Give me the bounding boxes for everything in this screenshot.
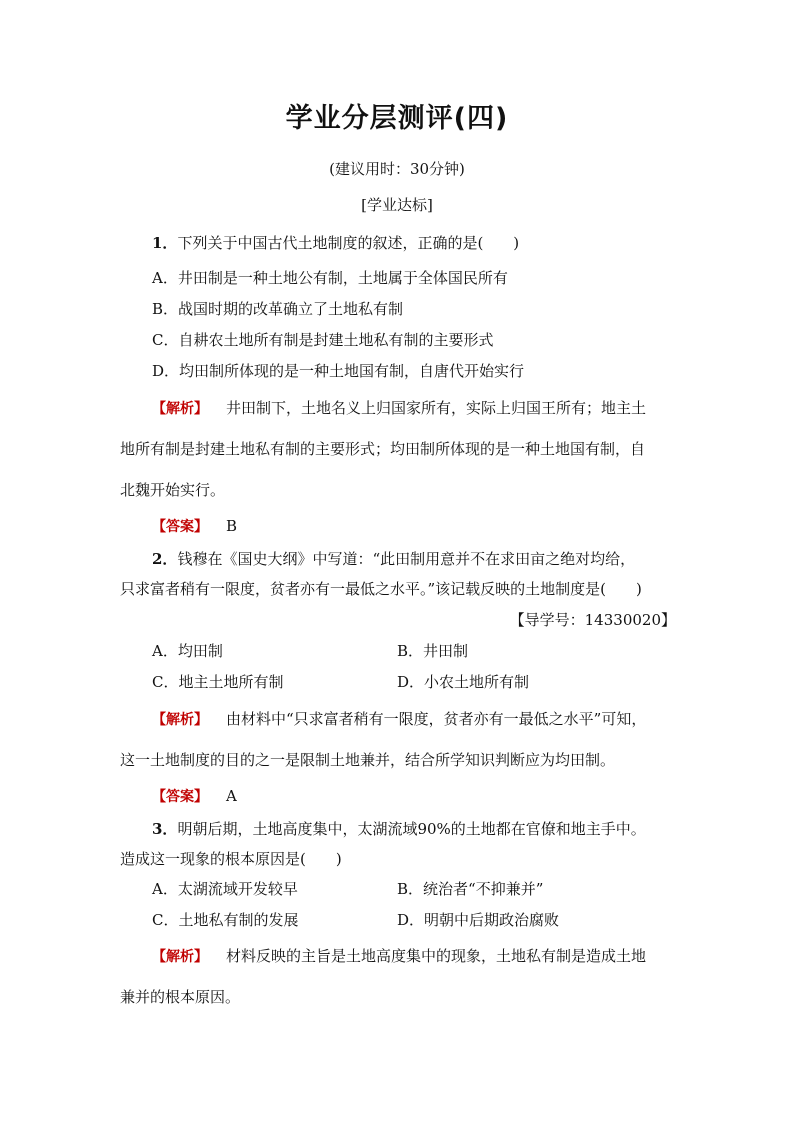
q2-analysis-text-1: 由材料中“只求富者稍有一限度，贫者亦有一最低之水平”可知， — [226, 710, 647, 728]
analysis-tag: 【解析】 — [152, 949, 208, 965]
q2-analysis-line-2: 这一土地制度的目的之一是限制土地兼并，结合所学知识判断应为均田制。 — [120, 751, 616, 769]
q1-option-c: C．自耕农土地所有制是封建土地私有制的主要形式 — [152, 331, 494, 349]
q3-analysis-line-2: 兼并的根本原因。 — [120, 988, 241, 1006]
q1-option-a: A．井田制是一种土地公有制，土地属于全体国民所有 — [152, 269, 508, 287]
answer-tag: 【答案】 — [152, 789, 208, 805]
q2-stem-text-1: 钱穆在《国史大纲》中写道：“此田制用意并不在求田亩之绝对均给， — [177, 550, 636, 568]
q1-stem-text: 下列关于中国古代土地制度的叙述，正确的是( ) — [177, 234, 520, 252]
q1-number: 1． — [152, 234, 178, 252]
q1-analysis-line-1 — [152, 397, 676, 418]
q3-option-b: B．统治者“不抑兼并” — [397, 880, 544, 898]
time-suggestion: (建议用时：30分钟) — [329, 160, 465, 178]
q3-number: 3． — [152, 820, 178, 838]
analysis-tag: 【解析】 — [152, 712, 208, 728]
q3-analysis-line-1 — [152, 945, 676, 966]
section-heading: [学业达标] — [361, 196, 433, 214]
q2-analysis-line-1 — [152, 708, 676, 729]
q3-analysis-text-1: 材料反映的主旨是土地高度集中的现象，土地私有制是造成土地 — [226, 947, 647, 965]
q3-option-c: C．土地私有制的发展 — [152, 911, 299, 929]
q2-stem-line-2: 只求富者稍有一限度，贫者亦有一最低之水平。”该记载反映的土地制度是( ) — [120, 580, 642, 598]
q1-answer-value: B — [226, 517, 238, 535]
analysis-tag: 【解析】 — [152, 401, 208, 417]
q1-option-b: B．战国时期的改革确立了土地私有制 — [152, 300, 404, 318]
q1-analysis-line-3: 北魏开始实行。 — [120, 481, 226, 499]
page-title: 学业分层测评(四) — [285, 103, 509, 134]
q2-answer — [152, 786, 676, 806]
q2-option-a: A．均田制 — [152, 642, 223, 660]
q2-option-c: C．地主土地所有制 — [152, 673, 284, 691]
q2-option-d: D．小农土地所有制 — [397, 673, 530, 691]
q1-stem — [152, 232, 676, 253]
guide-number: 【导学号：14330020】 — [509, 611, 676, 629]
q3-stem-text-1: 明朝后期，土地高度集中，太湖流域90%的土地都在官僚和地主手中。 — [177, 820, 646, 838]
q3-option-d: D．明朝中后期政治腐败 — [397, 911, 560, 929]
answer-tag: 【答案】 — [152, 519, 208, 535]
q3-stem-line-1 — [152, 818, 676, 839]
q1-analysis-text-1: 井田制下，土地名义上归国家所有，实际上归国王所有；地主土 — [226, 399, 647, 417]
q2-number: 2． — [152, 550, 178, 568]
q1-answer — [152, 516, 676, 536]
q3-option-a: A．太湖流域开发较早 — [152, 880, 298, 898]
q1-analysis-line-2: 地所有制是封建土地私有制的主要形式；均田制所体现的是一种土地国有制，自 — [120, 440, 646, 458]
q2-answer-value: A — [226, 787, 237, 805]
q2-option-b: B．井田制 — [397, 642, 469, 660]
q1-option-d: D．均田制所体现的是一种土地国有制，自唐代开始实行 — [152, 362, 525, 380]
q3-stem-line-2: 造成这一现象的根本原因是( ) — [120, 850, 342, 868]
q2-stem-line-1 — [152, 548, 676, 569]
